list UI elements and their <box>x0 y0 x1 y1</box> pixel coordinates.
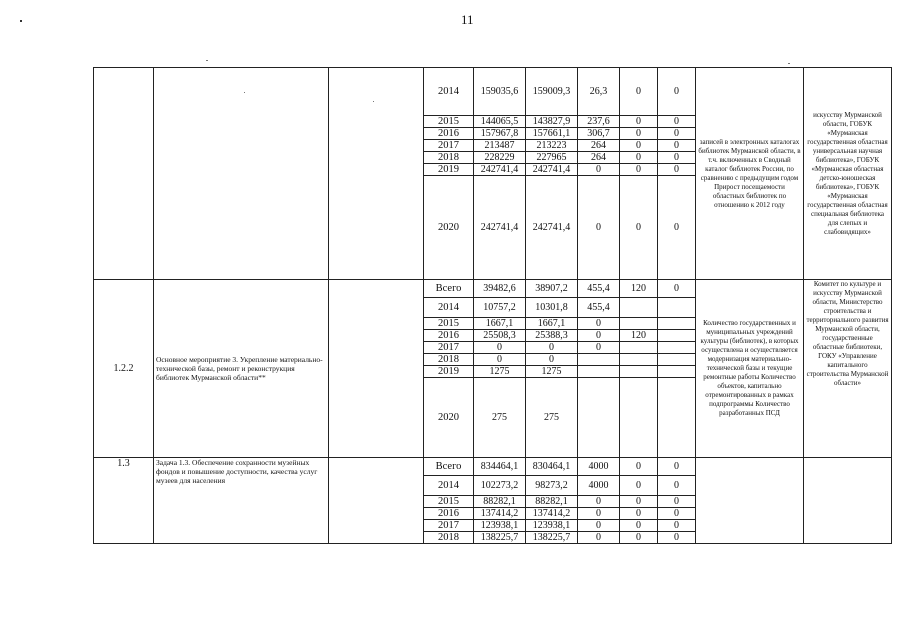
table-row <box>94 280 892 298</box>
year-cell: 2017 <box>424 520 474 532</box>
year-cell: 2015 <box>424 496 474 508</box>
value-cell: 0 <box>620 496 658 508</box>
value-cell: 123938,1 <box>526 520 578 532</box>
value-cell: 0 <box>658 508 696 520</box>
value-cell: 4000 <box>578 458 620 476</box>
value-cell: 0 <box>474 354 526 366</box>
value-cell: 0 <box>578 520 620 532</box>
value-cell <box>620 366 658 378</box>
year-cell: 2014 <box>424 476 474 496</box>
value-cell: 1275 <box>526 366 578 378</box>
value-cell <box>658 330 696 342</box>
activity-name: Основное мероприятие 3. Укрепление материально-технической базы, ремонт и реконструкция библиотек Мурманской области** <box>154 280 329 458</box>
value-cell: 0 <box>658 520 696 532</box>
value-cell: 10757,2 <box>474 298 526 318</box>
value-cell: 159009,3 <box>526 68 578 116</box>
value-cell: 137414,2 <box>474 508 526 520</box>
page-number: 11 <box>461 12 474 27</box>
year-cell: 2019 <box>424 164 474 176</box>
value-cell: 157661,1 <box>526 128 578 140</box>
value-cell: 138225,7 <box>474 532 526 544</box>
value-cell: 0 <box>620 176 658 280</box>
value-cell: 0 <box>620 140 658 152</box>
value-cell <box>658 298 696 318</box>
value-cell: 0 <box>658 128 696 140</box>
indicators-cell: Количество государственных и муниципальных учреждений культуры (библиотек), в которых осуществлена и осуществляется модернизация материально-технической базы и текущие ремонтные работы Количество объектов, капитально отремонтированных в рамках подпрограммы Количество разработанных ПСД <box>696 280 804 458</box>
value-cell <box>620 342 658 354</box>
value-cell: 123938,1 <box>474 520 526 532</box>
value-cell: 39482,6 <box>474 280 526 298</box>
value-cell: 830464,1 <box>526 458 578 476</box>
value-cell: 0 <box>620 532 658 544</box>
year-cell: 2017 <box>424 342 474 354</box>
empty-cell <box>329 458 424 544</box>
row-number: 1.3 <box>94 458 154 544</box>
value-cell <box>658 366 696 378</box>
value-cell: 0 <box>474 342 526 354</box>
task-name: Задача 1.3. Обеспечение сохранности музейных фондов и повышение доступности, качества услуг музеев для населения <box>154 458 329 544</box>
value-cell: 0 <box>658 176 696 280</box>
value-cell <box>620 318 658 330</box>
value-cell: 25388,3 <box>526 330 578 342</box>
value-cell: 213223 <box>526 140 578 152</box>
year-cell: 2016 <box>424 128 474 140</box>
value-cell <box>658 378 696 458</box>
value-cell: 0 <box>658 476 696 496</box>
value-cell: 120 <box>620 330 658 342</box>
value-cell: 0 <box>658 116 696 128</box>
value-cell <box>658 354 696 366</box>
value-cell: 275 <box>526 378 578 458</box>
value-cell: 306,7 <box>578 128 620 140</box>
value-cell: 137414,2 <box>526 508 578 520</box>
value-cell: 0 <box>526 342 578 354</box>
value-cell <box>620 354 658 366</box>
empty-cell <box>154 68 329 280</box>
value-cell: 102273,2 <box>474 476 526 496</box>
value-cell: 26,3 <box>578 68 620 116</box>
value-cell: 138225,7 <box>526 532 578 544</box>
year-cell: 2018 <box>424 354 474 366</box>
value-cell: 0 <box>658 280 696 298</box>
value-cell <box>658 318 696 330</box>
value-cell: 275 <box>474 378 526 458</box>
empty-cell <box>804 458 892 544</box>
year-cell: 2017 <box>424 140 474 152</box>
year-cell: 2014 <box>424 68 474 116</box>
value-cell: 213487 <box>474 140 526 152</box>
program-table <box>93 67 892 544</box>
value-cell: 242741,4 <box>474 164 526 176</box>
value-cell: 227965 <box>526 152 578 164</box>
year-cell: Всего <box>424 458 474 476</box>
value-cell: 0 <box>658 140 696 152</box>
executors-cell: искусству Мурманской области, ГОБУК «Мурманская государственная областная универсальная научная библиотека», ГОБУК «Мурманская областная детско-юношеская библиотека», ГОБУК «Мурманская государственная областная специальная библиотека для слепых и слабовидящих» <box>804 68 892 280</box>
value-cell: 455,4 <box>578 298 620 318</box>
value-cell: 0 <box>620 116 658 128</box>
value-cell: 0 <box>578 176 620 280</box>
value-cell: 0 <box>620 152 658 164</box>
table-row <box>94 68 892 116</box>
value-cell: 0 <box>658 496 696 508</box>
value-cell: 159035,6 <box>474 68 526 116</box>
value-cell: 0 <box>658 458 696 476</box>
empty-cell <box>94 68 154 280</box>
row-number: 1.2.2 <box>94 280 154 458</box>
value-cell: 0 <box>620 476 658 496</box>
value-cell: 0 <box>658 532 696 544</box>
value-cell: 10301,8 <box>526 298 578 318</box>
value-cell: 264 <box>578 152 620 164</box>
year-cell: 2014 <box>424 298 474 318</box>
value-cell: 0 <box>620 520 658 532</box>
value-cell: 88282,1 <box>526 496 578 508</box>
value-cell: 237,6 <box>578 116 620 128</box>
value-cell: 0 <box>658 164 696 176</box>
value-cell: 242741,4 <box>526 164 578 176</box>
year-cell: 2015 <box>424 116 474 128</box>
value-cell: 0 <box>658 68 696 116</box>
value-cell: 228229 <box>474 152 526 164</box>
value-cell: 242741,4 <box>526 176 578 280</box>
year-cell: 2018 <box>424 152 474 164</box>
year-cell: 2020 <box>424 176 474 280</box>
value-cell: 0 <box>578 164 620 176</box>
value-cell: 0 <box>620 68 658 116</box>
value-cell: 0 <box>620 458 658 476</box>
empty-cell <box>329 280 424 458</box>
empty-cell <box>696 458 804 544</box>
value-cell: 0 <box>578 508 620 520</box>
value-cell <box>620 298 658 318</box>
table-row <box>94 458 892 476</box>
value-cell: 25508,3 <box>474 330 526 342</box>
year-cell: 2019 <box>424 366 474 378</box>
indicators-cell: записей в электронных каталогах библиотек Мурманской области, в т.ч. включенных в Сводный каталог библиотек России, по сравнению с предыдущим годом Прирост посещаемости областных библиотек по отношению к 2012 году <box>696 68 804 280</box>
year-cell: 2016 <box>424 508 474 520</box>
value-cell: 157967,8 <box>474 128 526 140</box>
year-cell: 2015 <box>424 318 474 330</box>
year-cell: 2016 <box>424 330 474 342</box>
year-cell: Всего <box>424 280 474 298</box>
value-cell: 1667,1 <box>474 318 526 330</box>
value-cell: 88282,1 <box>474 496 526 508</box>
executors-cell: Комитет по культуре и искусству Мурманской области, Министерство строительства и территориального развития Мурманской области, государственные областные библиотеки, ГОКУ «Управление капитального строительства Мурманской области» <box>804 280 892 458</box>
value-cell: 242741,4 <box>474 176 526 280</box>
value-cell: 0 <box>620 508 658 520</box>
value-cell: 4000 <box>578 476 620 496</box>
value-cell: 0 <box>526 354 578 366</box>
year-cell: 2018 <box>424 532 474 544</box>
value-cell: 0 <box>578 318 620 330</box>
value-cell: 0 <box>578 342 620 354</box>
value-cell: 0 <box>620 128 658 140</box>
empty-cell <box>329 68 424 280</box>
value-cell: 144065,5 <box>474 116 526 128</box>
value-cell <box>620 378 658 458</box>
value-cell <box>578 366 620 378</box>
value-cell: 0 <box>578 330 620 342</box>
value-cell: 0 <box>578 496 620 508</box>
value-cell: 143827,9 <box>526 116 578 128</box>
value-cell: 264 <box>578 140 620 152</box>
value-cell: 0 <box>578 532 620 544</box>
value-cell: 455,4 <box>578 280 620 298</box>
value-cell <box>578 378 620 458</box>
value-cell: 38907,2 <box>526 280 578 298</box>
year-cell: 2020 <box>424 378 474 458</box>
value-cell: 0 <box>620 164 658 176</box>
value-cell: 834464,1 <box>474 458 526 476</box>
value-cell: 98273,2 <box>526 476 578 496</box>
value-cell: 1667,1 <box>526 318 578 330</box>
value-cell: 120 <box>620 280 658 298</box>
value-cell: 1275 <box>474 366 526 378</box>
value-cell <box>658 342 696 354</box>
value-cell: 0 <box>658 152 696 164</box>
value-cell <box>578 354 620 366</box>
